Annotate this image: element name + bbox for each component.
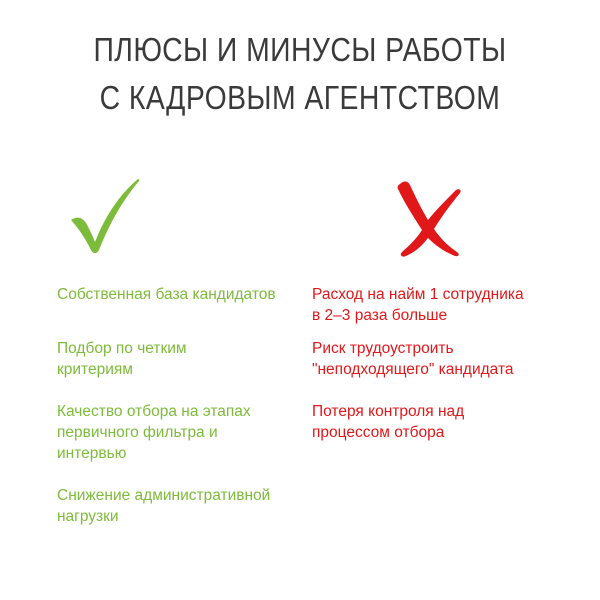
- pros-item-line: интервью: [57, 445, 127, 462]
- cons-item-line: Потеря контроля над: [312, 403, 465, 420]
- pros-item-line: Собственная база кандидатов: [57, 286, 276, 303]
- title-line-2: С КАДРОВЫМ АГЕНТСТВОМ: [99, 79, 501, 116]
- cross-icon: [382, 176, 466, 260]
- pros-item-line: Подбор по четким: [57, 340, 187, 357]
- pros-item: [57, 485, 297, 527]
- page-title: [42, 26, 558, 122]
- cons-item: [312, 401, 552, 443]
- cons-item: [312, 284, 552, 326]
- pros-item: [57, 284, 297, 305]
- pros-item-line: нагрузки: [57, 508, 119, 525]
- cons-item-line: Риск трудоустроить: [312, 340, 454, 357]
- cons-item-line: процессом отбора: [312, 424, 445, 441]
- cons-item-line: Расход на найм 1 сотрудника: [312, 286, 524, 303]
- pros-item-line: первичного фильтра и: [57, 424, 218, 441]
- pros-item-line: критериям: [57, 361, 133, 378]
- cons-item-line: в 2–3 раза больше: [312, 307, 448, 324]
- cons-item: [312, 338, 552, 380]
- pros-item-line: Качество отбора на этапах: [57, 403, 251, 420]
- pros-item-line: Снижение административной: [57, 487, 271, 504]
- pros-item: [57, 338, 297, 380]
- title-line-1: ПЛЮСЫ И МИНУСЫ РАБОТЫ: [93, 31, 507, 68]
- pros-item: [57, 401, 297, 464]
- cons-item-line: "неподходящего" кандидата: [312, 361, 514, 378]
- checkmark-icon: [68, 176, 142, 256]
